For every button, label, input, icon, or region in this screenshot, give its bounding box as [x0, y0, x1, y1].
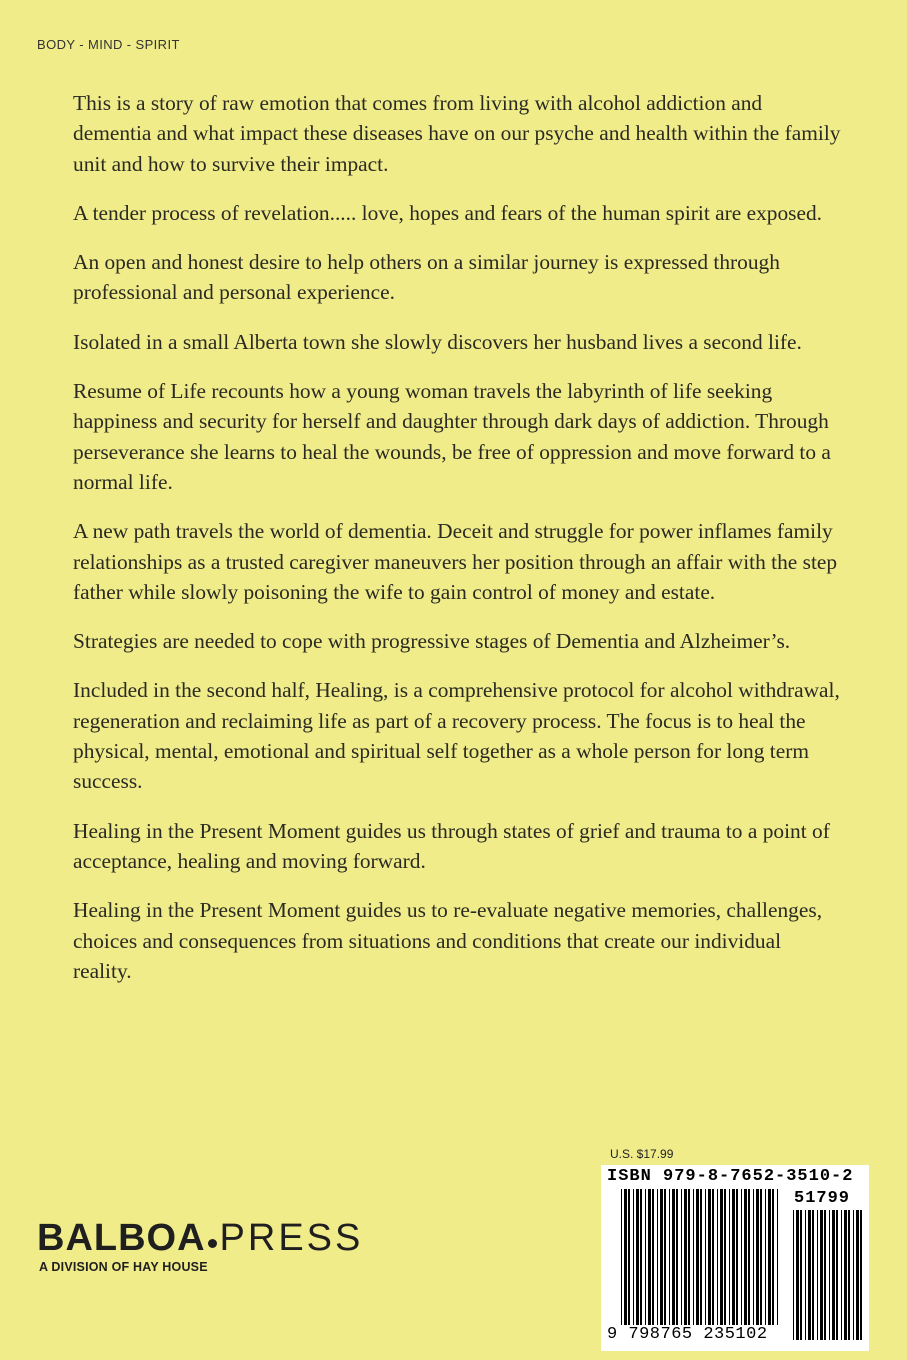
barcode-bar	[729, 1189, 730, 1325]
barcode-bar	[693, 1189, 694, 1325]
barcode-bar	[800, 1210, 802, 1340]
publisher-logo	[37, 1218, 363, 1274]
barcode-bar	[657, 1189, 658, 1325]
barcode-bar	[700, 1189, 702, 1325]
category-label: BODY - MIND - SPIRIT	[37, 37, 180, 52]
blurb-paragraph: A new path travels the world of dementia. Deceit and struggle for power inflames family relationships as a trusted caregiver maneuvers her position through an affair with the step father while slowly poisoning the wife to gain control of money and estate.	[73, 519, 838, 604]
blurb-paragraph: An open and honest desire to help others on a similar journey is expressed through professional and personal experience.	[73, 250, 780, 305]
blurb-paragraph: Strategies are needed to cope with progressive stages of Dementia and Alzheimer’s.	[73, 629, 791, 654]
barcode-bar	[705, 1189, 706, 1325]
barcode-bar	[829, 1210, 830, 1340]
barcode-bar	[696, 1189, 699, 1325]
back-cover-blurb	[73, 88, 843, 1005]
barcode-bar	[856, 1210, 859, 1340]
barcode-bar	[724, 1189, 726, 1325]
ean-digits: 9 798765 235102	[607, 1325, 768, 1344]
isbn-barcode	[601, 1165, 869, 1351]
barcode-bar	[720, 1189, 723, 1325]
barcode-bar	[756, 1189, 759, 1325]
barcode-bar	[717, 1189, 718, 1325]
barcode-bar	[652, 1189, 654, 1325]
barcode-bar	[753, 1189, 754, 1325]
barcode-bar	[645, 1189, 646, 1325]
barcode-bar	[732, 1189, 735, 1325]
barcode-bar	[684, 1189, 687, 1325]
barcode-bar	[853, 1210, 854, 1340]
barcode-bar	[812, 1210, 814, 1340]
barcode-bar	[676, 1189, 678, 1325]
logo-dot-icon	[208, 1239, 217, 1248]
price-label: U.S. $17.99	[610, 1147, 674, 1161]
barcode-bar	[768, 1189, 771, 1325]
barcode-bar	[660, 1189, 663, 1325]
barcode-bar	[848, 1210, 850, 1340]
blurb-paragraph: This is a story of raw emotion that comes from living with alcohol addiction and dementia and what impact these diseases have on our psyche and health within the family unit and how to survive their impact.	[73, 91, 841, 176]
barcode-bar	[712, 1189, 714, 1325]
blurb-paragraph: A tender process of revelation..... love, hopes and fears of the human spirit are exposed.	[73, 200, 823, 225]
publisher-subtitle: A DIVISION OF HAY HOUSE	[39, 1260, 208, 1274]
barcode-bar	[640, 1189, 642, 1325]
barcode-bar	[793, 1210, 794, 1340]
barcode-bar	[636, 1189, 639, 1325]
barcode-bar	[708, 1189, 711, 1325]
barcode-bar	[681, 1189, 682, 1325]
blurb-paragraph: Healing in the Present Moment guides us through states of grief and trauma to a point of acceptance, healing and moving forward.	[73, 818, 830, 873]
barcode-bar	[664, 1189, 666, 1325]
barcode-bar	[672, 1189, 675, 1325]
isbn-number: ISBN 979-8-7652-3510-2	[607, 1167, 854, 1186]
barcode-bar	[824, 1210, 826, 1340]
barcode-bar	[688, 1189, 690, 1325]
publisher-name-light: PRESS	[219, 1217, 364, 1259]
blurb-paragraph: Healing in the Present Moment guides us to re-evaluate negative memories, challenges, choices and consequences from situations and conditions that create our individual reality.	[73, 898, 823, 983]
barcode-bar	[741, 1189, 742, 1325]
barcode-bar	[805, 1210, 806, 1340]
barcode-bar	[748, 1189, 750, 1325]
barcode-bar	[628, 1189, 630, 1325]
barcode-bar	[624, 1189, 627, 1325]
publisher-wordmark	[37, 1218, 363, 1258]
barcode-bar	[736, 1189, 738, 1325]
barcode-bar	[832, 1210, 835, 1340]
barcode-bar	[648, 1189, 651, 1325]
blurb-paragraph: Isolated in a small Alberta town she slowly discovers her husband lives a second life.	[73, 329, 802, 354]
barcode-bar	[808, 1210, 811, 1340]
barcode-bar	[844, 1210, 847, 1340]
blurb-paragraph: Resume of Life recounts how a young woman travels the labyrinth of life seeking happiness and security for herself and daughter through dark days of addiction. Through perseverance she learns to heal the wounds, be free of oppression and move forward to a normal life.	[73, 379, 831, 494]
publisher-name-bold: BALBOA	[37, 1217, 206, 1259]
barcode-bar	[621, 1189, 622, 1325]
barcode-bar	[772, 1189, 774, 1325]
barcode-bar	[841, 1210, 842, 1340]
barcode-bar	[820, 1210, 823, 1340]
barcode-bar	[765, 1189, 766, 1325]
barcode-bar	[777, 1189, 778, 1325]
barcode-bar	[836, 1210, 838, 1340]
barcode-bar	[817, 1210, 818, 1340]
barcode-addon-code: 51799	[794, 1189, 851, 1208]
barcode-bar	[860, 1210, 862, 1340]
barcode-bar	[744, 1189, 747, 1325]
barcode-bar	[669, 1189, 670, 1325]
barcode-bar	[796, 1210, 799, 1340]
blurb-paragraph: Included in the second half, Healing, is a comprehensive protocol for alcohol withdrawal, regeneration and reclaiming life as part of a recovery process. The focus is to heal the physical, mental, emotional and spiritual self together as a whole person for long term success.	[73, 678, 840, 794]
barcode-bar	[633, 1189, 634, 1325]
barcode-bar	[760, 1189, 762, 1325]
